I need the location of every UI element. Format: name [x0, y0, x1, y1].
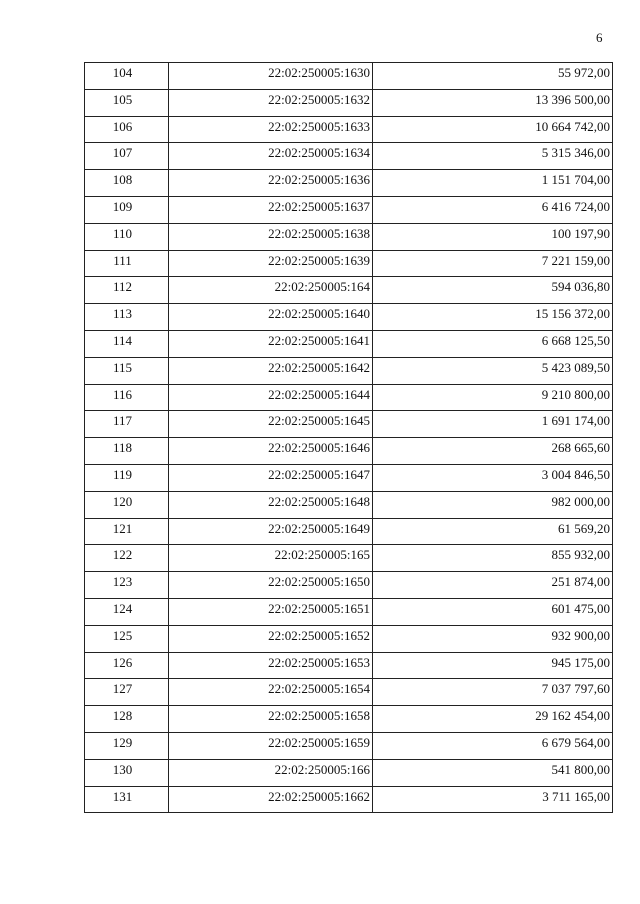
row-number-cell: 114: [85, 330, 169, 357]
cadastral-value-cell: 6 416 724,00: [373, 196, 613, 223]
row-number-cell: 120: [85, 491, 169, 518]
cadastral-number-cell: 22:02:250005:1653: [169, 652, 373, 679]
table-row: [85, 304, 613, 331]
cadastral-number-cell: 22:02:250005:1658: [169, 706, 373, 733]
row-number-cell: 104: [85, 63, 169, 90]
table-row: [85, 411, 613, 438]
cadastral-value-cell: 7 221 159,00: [373, 250, 613, 277]
cadastral-number-cell: 22:02:250005:1640: [169, 304, 373, 331]
cadastral-number-cell: 22:02:250005:1647: [169, 464, 373, 491]
row-number-cell: 110: [85, 223, 169, 250]
cadastral-number-cell: 22:02:250005:1633: [169, 116, 373, 143]
cadastral-value-cell: 541 800,00: [373, 759, 613, 786]
cadastral-number-cell: 22:02:250005:1654: [169, 679, 373, 706]
table-row: [85, 196, 613, 223]
cadastral-number-cell: 22:02:250005:1649: [169, 518, 373, 545]
row-number-cell: 129: [85, 732, 169, 759]
row-number-cell: 108: [85, 170, 169, 197]
cadastral-number-cell: 22:02:250005:1650: [169, 572, 373, 599]
cadastral-value-cell: 61 569,20: [373, 518, 613, 545]
row-number-cell: 107: [85, 143, 169, 170]
row-number-cell: 122: [85, 545, 169, 572]
table-row: [85, 357, 613, 384]
cadastral-number-cell: 22:02:250005:1634: [169, 143, 373, 170]
row-number-cell: 109: [85, 196, 169, 223]
cadastral-number-cell: 22:02:250005:1639: [169, 250, 373, 277]
table-row: [85, 384, 613, 411]
cadastral-value-cell: 945 175,00: [373, 652, 613, 679]
row-number-cell: 126: [85, 652, 169, 679]
cadastral-value-cell: 55 972,00: [373, 63, 613, 90]
cadastral-value-table: [84, 62, 613, 813]
table-row: [85, 572, 613, 599]
table-row: [85, 116, 613, 143]
table-row: [85, 464, 613, 491]
cadastral-number-cell: 22:02:250005:1645: [169, 411, 373, 438]
cadastral-value-cell: 594 036,80: [373, 277, 613, 304]
row-number-cell: 115: [85, 357, 169, 384]
row-number-cell: 125: [85, 625, 169, 652]
cadastral-number-cell: 22:02:250005:1638: [169, 223, 373, 250]
cadastral-value-cell: 5 423 089,50: [373, 357, 613, 384]
cadastral-value-cell: 268 665,60: [373, 438, 613, 465]
cadastral-value-cell: 251 874,00: [373, 572, 613, 599]
table-row: [85, 732, 613, 759]
row-number-cell: 113: [85, 304, 169, 331]
cadastral-number-cell: 22:02:250005:1659: [169, 732, 373, 759]
row-number-cell: 131: [85, 786, 169, 813]
cadastral-value-cell: 1 691 174,00: [373, 411, 613, 438]
cadastral-number-cell: 22:02:250005:1652: [169, 625, 373, 652]
cadastral-number-cell: 22:02:250005:1642: [169, 357, 373, 384]
cadastral-value-cell: 10 664 742,00: [373, 116, 613, 143]
cadastral-value-cell: 1 151 704,00: [373, 170, 613, 197]
cadastral-number-cell: 22:02:250005:1630: [169, 63, 373, 90]
table-row: [85, 143, 613, 170]
table-row: [85, 438, 613, 465]
cadastral-value-cell: 3 004 846,50: [373, 464, 613, 491]
cadastral-number-cell: 22:02:250005:1648: [169, 491, 373, 518]
row-number-cell: 128: [85, 706, 169, 733]
table-row: [85, 63, 613, 90]
table-row: [85, 759, 613, 786]
table-row: [85, 598, 613, 625]
cadastral-value-cell: 9 210 800,00: [373, 384, 613, 411]
table-row: [85, 625, 613, 652]
cadastral-number-cell: 22:02:250005:1646: [169, 438, 373, 465]
row-number-cell: 117: [85, 411, 169, 438]
cadastral-value-cell: 982 000,00: [373, 491, 613, 518]
row-number-cell: 121: [85, 518, 169, 545]
row-number-cell: 112: [85, 277, 169, 304]
cadastral-value-cell: 7 037 797,60: [373, 679, 613, 706]
row-number-cell: 111: [85, 250, 169, 277]
cadastral-value-cell: 601 475,00: [373, 598, 613, 625]
cadastral-value-cell: 29 162 454,00: [373, 706, 613, 733]
table-row: [85, 652, 613, 679]
cadastral-number-cell: 22:02:250005:164: [169, 277, 373, 304]
cadastral-value-cell: 13 396 500,00: [373, 89, 613, 116]
cadastral-value-cell: 100 197,90: [373, 223, 613, 250]
cadastral-value-cell: 6 679 564,00: [373, 732, 613, 759]
cadastral-number-cell: 22:02:250005:1632: [169, 89, 373, 116]
cadastral-number-cell: 22:02:250005:1641: [169, 330, 373, 357]
cadastral-value-cell: 15 156 372,00: [373, 304, 613, 331]
row-number-cell: 130: [85, 759, 169, 786]
table-row: [85, 679, 613, 706]
row-number-cell: 123: [85, 572, 169, 599]
row-number-cell: 105: [85, 89, 169, 116]
table-row: [85, 518, 613, 545]
table-row: [85, 170, 613, 197]
table-body: [85, 63, 613, 813]
row-number-cell: 106: [85, 116, 169, 143]
row-number-cell: 127: [85, 679, 169, 706]
cadastral-number-cell: 22:02:250005:166: [169, 759, 373, 786]
table-row: [85, 223, 613, 250]
table-row: [85, 330, 613, 357]
cadastral-value-cell: 6 668 125,50: [373, 330, 613, 357]
cadastral-value-cell: 932 900,00: [373, 625, 613, 652]
cadastral-number-cell: 22:02:250005:165: [169, 545, 373, 572]
table-row: [85, 786, 613, 813]
table-row: [85, 89, 613, 116]
cadastral-number-cell: 22:02:250005:1651: [169, 598, 373, 625]
cadastral-value-cell: 5 315 346,00: [373, 143, 613, 170]
row-number-cell: 124: [85, 598, 169, 625]
row-number-cell: 119: [85, 464, 169, 491]
cadastral-number-cell: 22:02:250005:1636: [169, 170, 373, 197]
table-row: [85, 491, 613, 518]
page-number: 6: [596, 30, 603, 45]
table-row: [85, 706, 613, 733]
cadastral-number-cell: 22:02:250005:1644: [169, 384, 373, 411]
table-row: [85, 277, 613, 304]
cadastral-value-cell: 855 932,00: [373, 545, 613, 572]
row-number-cell: 116: [85, 384, 169, 411]
row-number-cell: 118: [85, 438, 169, 465]
table-row: [85, 545, 613, 572]
table-row: [85, 250, 613, 277]
cadastral-number-cell: 22:02:250005:1662: [169, 786, 373, 813]
cadastral-number-cell: 22:02:250005:1637: [169, 196, 373, 223]
cadastral-value-cell: 3 711 165,00: [373, 786, 613, 813]
